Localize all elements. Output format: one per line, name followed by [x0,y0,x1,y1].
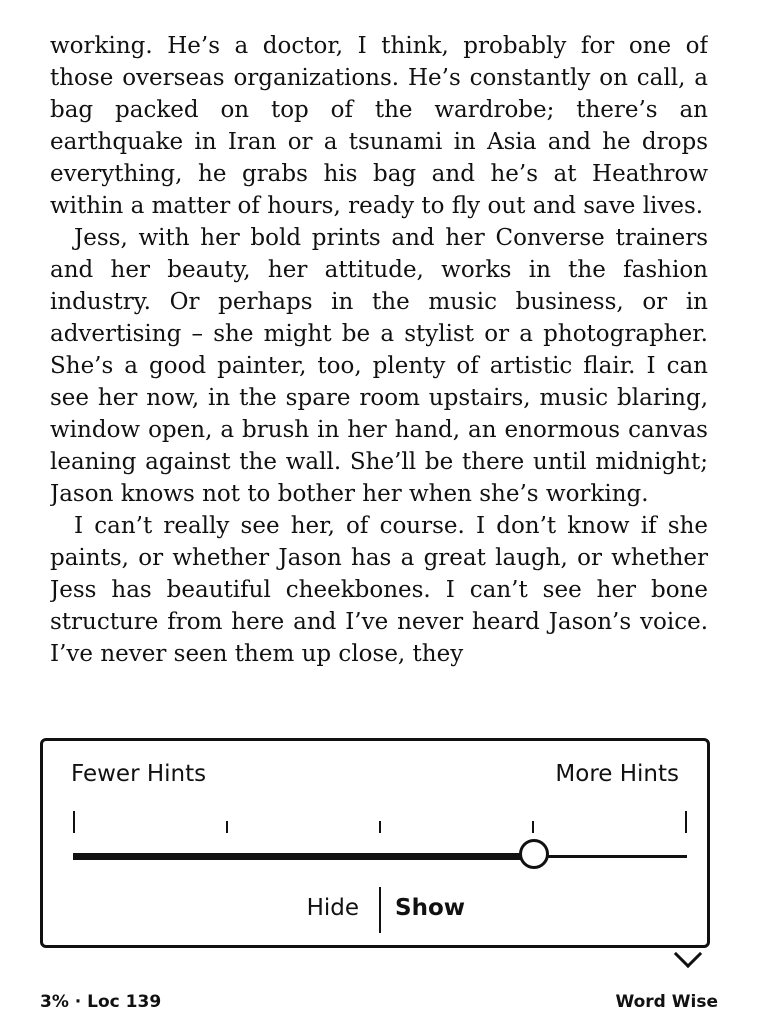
paragraph-3: I can’t really see her, of course. I don’t know if she paints, or whether Jason has a great laugh, or whether Jess has beautiful cheekbones. I can’t see her bone structure from here and I’ve never heard Jason’s voice. I’ve never seen them up close, they [50,513,708,667]
slider-tick-2[interactable] [226,821,228,833]
hints-visibility-toggle [43,887,707,933]
slider-track-empty[interactable] [534,855,688,858]
book-page-text [50,30,708,738]
slider-track-filled[interactable] [73,853,534,860]
hint-level-slider[interactable] [73,811,687,881]
show-button[interactable]: Show [395,895,465,921]
word-wise-popup [40,738,710,948]
hide-button[interactable]: Hide [306,895,359,921]
toggle-divider [379,887,381,933]
word-wise-label[interactable]: Word Wise [615,992,718,1012]
slider-tick-4[interactable] [532,821,534,833]
slider-thumb[interactable] [519,839,549,869]
paragraph-2: Jess, with her bold prints and her Converse trainers and her beauty, her attitude, works in the fashion industry. Or perhaps in the music business, or in advertising – she might be a stylist or a photographer. She’s a good painter, too, plenty of artistic flair. I can see her now, in the spare room upstairs, music blaring, window open, a brush in her hand, an enormous canvas leaning against the wall. She’ll be there until midnight; Jason knows not to bother her when she’s working. [50,225,708,507]
more-hints-label[interactable]: More Hints [555,761,679,787]
reading-progress[interactable]: 3% · Loc 139 [40,992,162,1012]
fewer-hints-label[interactable]: Fewer Hints [71,761,207,787]
slider-tick-1[interactable] [73,811,75,833]
paragraph-1: working. He’s a doctor, I think, probably for one of those overseas organizations. He’s constantly on call, a bag packed on top of the wardrobe; there’s an earthquake in Iran or a tsunami in Asia and he drops everything, he grabs his bag and he’s at Heathrow within a matter of hours, ready to fly out and save lives. [50,33,708,219]
slider-tick-3[interactable] [379,821,381,833]
slider-tick-5[interactable] [685,811,687,833]
